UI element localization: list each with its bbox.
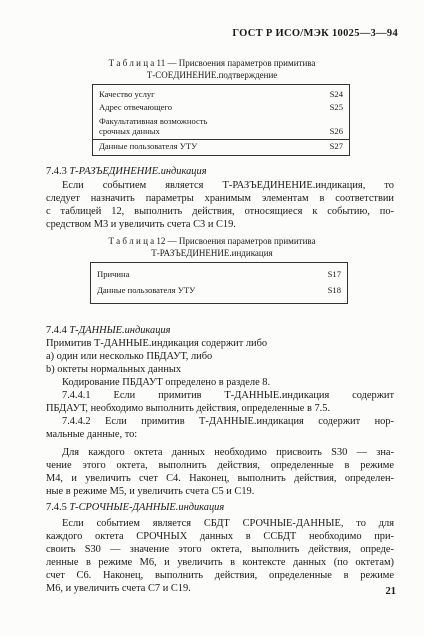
section-heading-7-4-5 bbox=[46, 502, 224, 513]
paragraph-line: мальные данные, то: bbox=[46, 429, 138, 440]
table-cell-value: S25 bbox=[329, 102, 343, 112]
table-cell-value: S27 bbox=[329, 141, 343, 151]
paragraph-line: Если событием является СБДТ СРОЧНЫЕ-ДАННЫЕ, то для bbox=[62, 518, 394, 529]
paragraph-line: следует назначить параметры хранимым элементам в соответствии bbox=[46, 193, 394, 204]
table-cell-label: Данные пользователя УТУ bbox=[97, 285, 196, 295]
paragraph-line: М4, и увеличить счет С4. Наконец, выполнить действия, определен- bbox=[46, 473, 394, 484]
paragraph-line: 7.4.4.2 Если примитив Т-ДАННЫЕ.индикация содержит нор- bbox=[62, 416, 394, 427]
list-item: а) один или несколько ПБДАУТ, либо bbox=[46, 351, 213, 362]
paragraph-line: своить S30 — значение этого октета, выполнить действия, опреде- bbox=[46, 544, 394, 555]
paragraph-line: ные в режиме М5, и увеличить счета С5 и С19. bbox=[46, 486, 255, 497]
paragraph-line: М6, и увеличить счета С7 и С19. bbox=[46, 583, 191, 594]
table-11-caption-line2: Т-СОЕДИНЕНИЕ.подтверждение bbox=[146, 70, 278, 80]
section-number: 7.4.3 bbox=[46, 166, 67, 177]
table-cell-label: Качество услуг bbox=[99, 89, 155, 99]
paragraph-line: с таблицей 12, выполнить действия, относящиеся к событию, по- bbox=[46, 206, 394, 217]
paragraph-line: средством М3 и увеличить счета С3 и С19. bbox=[46, 219, 236, 230]
table-cell-value: S18 bbox=[327, 285, 341, 295]
section-number: 7.4.4 bbox=[46, 325, 67, 336]
document-header: ГОСТ Р ИСО/МЭК 10025—3—94 bbox=[232, 28, 398, 39]
table-cell-label-line1: Факультативная возможность bbox=[99, 116, 208, 126]
section-title: Т-СРОЧНЫЕ-ДАННЫЕ.индикация bbox=[69, 502, 225, 513]
paragraph-line: каждого октета СРОЧНЫХ данных в ССБДТ необходимо при- bbox=[46, 531, 394, 542]
table-cell-label-line2: срочных данных bbox=[99, 126, 160, 136]
list-item: b) октеты нормальных данных bbox=[46, 364, 182, 375]
paragraph-line: ленные в режиме М6, и увеличить в контексте данных (по октетам) bbox=[46, 557, 394, 568]
table-11 bbox=[92, 84, 350, 156]
table-cell-label: Данные пользователя УТУ bbox=[99, 141, 198, 151]
table-cell-label: Адрес отвечающего bbox=[99, 102, 173, 112]
table-12-caption-line1: Т а б л и ц а 12 — Присвоения параметров примитива bbox=[108, 236, 316, 246]
table-cell-value: S17 bbox=[327, 269, 341, 279]
paragraph-line: счет С6. Наконец, выполнить действия, определенные в режиме bbox=[46, 570, 394, 581]
table-divider bbox=[93, 139, 349, 140]
paragraph-line: Если событием является Т-РАЗЪЕДИНЕНИЕ.индикация, то bbox=[62, 180, 394, 191]
table-11-caption-line1: Т а б л и ц а 11 — Присвоения параметров примитива bbox=[108, 58, 316, 68]
section-number: 7.4.5 bbox=[46, 502, 67, 513]
table-row bbox=[97, 269, 341, 279]
table-cell-label bbox=[99, 116, 207, 136]
table-row bbox=[99, 102, 343, 112]
section-title: Т-РАЗЪЕДИНЕНИЕ.индикация bbox=[69, 166, 207, 177]
paragraph-line: Кодирование ПБДАУТ определено в разделе 8. bbox=[62, 377, 271, 388]
paragraph-line: чение этого октета, выполнить действия, определенные в режиме bbox=[46, 460, 394, 471]
section-title: Т-ДАННЫЕ.индикация bbox=[69, 325, 171, 336]
paragraph-line: 7.4.4.1 Если примитив Т-ДАННЫЕ.индикация содержит bbox=[62, 390, 394, 401]
paragraph-line: Для каждого октета данных необходимо присвоить S30 — зна- bbox=[62, 447, 394, 458]
paragraph-line: Примитив Т-ДАННЫЕ.индикация содержит либо bbox=[46, 338, 268, 349]
table-cell-value: S24 bbox=[329, 89, 343, 99]
table-cell-value: S26 bbox=[329, 126, 343, 136]
table-12-caption-line2: Т-РАЗЪЕДИНЕНИЕ.индикация bbox=[151, 248, 273, 258]
section-heading-7-4-4 bbox=[46, 325, 170, 336]
table-row bbox=[99, 141, 343, 151]
table-cell-label: Причина bbox=[97, 269, 130, 279]
table-row bbox=[99, 116, 343, 136]
table-row bbox=[99, 89, 343, 99]
section-heading-7-4-3 bbox=[46, 166, 207, 177]
page-number: 21 bbox=[385, 586, 396, 597]
table-12 bbox=[90, 262, 348, 304]
paragraph-line: ПБДАУТ, необходимо выполнить действия, определенные в 7.5. bbox=[46, 403, 331, 414]
table-row bbox=[97, 285, 341, 295]
